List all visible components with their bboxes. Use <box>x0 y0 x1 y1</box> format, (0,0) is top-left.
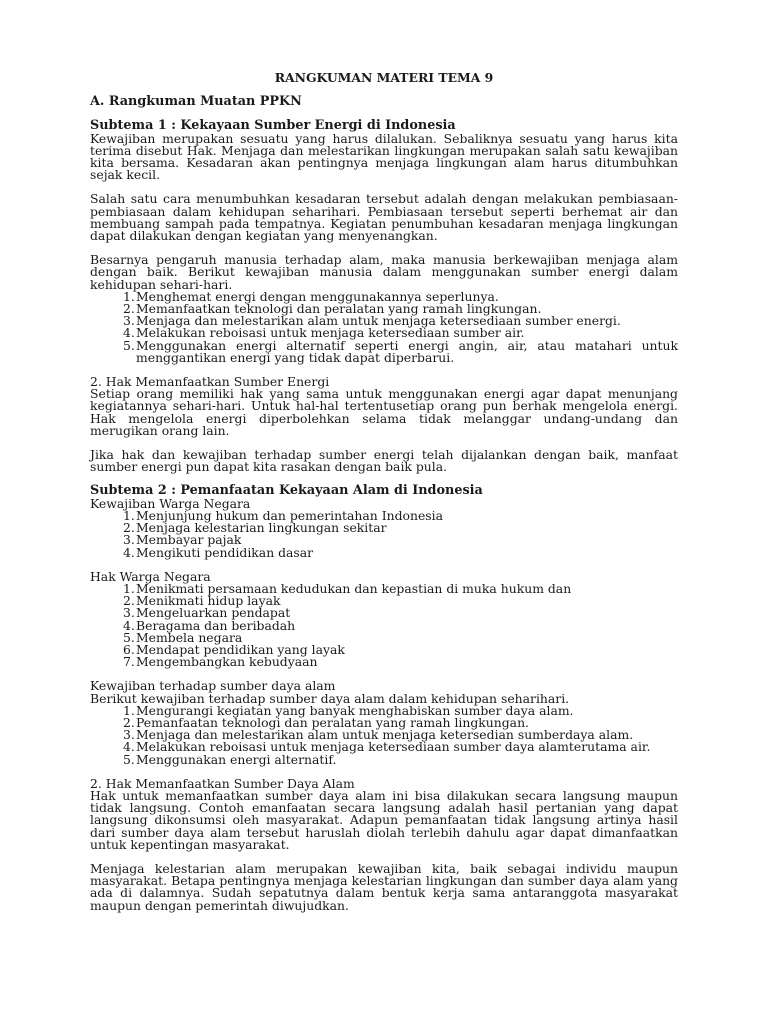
list-item-text: Menjunjung hukum dan pemerintahan Indonesia <box>136 507 444 523</box>
list-item <box>123 544 678 560</box>
list-item <box>123 656 678 668</box>
natural-resource-duties-label: Kewajiban terhadap sumber daya alam <box>90 678 336 694</box>
citizen-duties-list <box>90 507 678 560</box>
document-title: RANGKUMAN MATERI TEMA 9 <box>274 70 494 85</box>
list-item-text: Membela negara <box>136 629 243 645</box>
list-item <box>123 337 678 365</box>
citizen-rights-label: Hak Warga Negara <box>90 568 211 584</box>
list-number: 1. <box>123 580 135 596</box>
list-number: 3. <box>123 532 135 548</box>
list-item-text: Melakukan reboisasi untuk menjaga ketersediaan sumber air. <box>136 325 525 341</box>
list-item-text: Menikmati hidup layak <box>136 593 281 609</box>
list-item-text: Mengikuti pendidikan dasar <box>136 544 314 560</box>
list-item-text: Pemanfaatan teknologi dan peralatan yang ramah lingkungan. <box>136 714 529 730</box>
list-number: 3. <box>123 313 135 329</box>
subtema-1-heading: Subtema 1 : Kekayaan Sumber Energi di Indonesia <box>90 118 456 134</box>
citizen-rights-list <box>90 580 678 670</box>
list-number: 5. <box>123 751 135 767</box>
paragraph: Besarnya pengaruh manusia terhadap alam, maka manusia berkewajiban menjaga alam dengan baik. Berikut kewajiban manusia dalam menggunakan sumber energi dalam kehidupan sehari-hari. <box>90 252 678 292</box>
section-a-heading: A. Rangkuman Muatan PPKN <box>90 94 302 110</box>
natural-resource-duties-list <box>90 702 678 767</box>
list-item-text: Menggunakan energi alternatif seperti energi angin, air, atau matahari untuk menggantikan energi yang tidak dapat diperbarui. <box>136 337 678 365</box>
list-number: 7. <box>123 654 135 670</box>
list-item-text: Menjaga kelestarian lingkungan sekitar <box>136 520 387 536</box>
energy-duties-list <box>90 288 678 365</box>
list-item-text: Memanfaatkan teknologi dan peralatan yang ramah lingkungan. <box>136 301 542 317</box>
subtema-2-heading: Subtema 2 : Pemanfaatan Kekayaan Alam di Indonesia <box>90 483 483 499</box>
list-number: 1. <box>123 702 135 718</box>
list-item-text: Menghemat energi dengan menggunakannya seperlunya. <box>136 288 499 304</box>
list-number: 3. <box>123 727 135 743</box>
list-number: 1. <box>123 507 135 523</box>
list-number: 6. <box>123 641 135 657</box>
list-item-text: Beragama dan beribadah <box>136 617 296 633</box>
paragraph: Kewajiban merupakan sesuatu yang harus dilalukan. Sebaliknya sesuatu yang harus kita terima disebut Hak. Menjaga dan melestarikan lingkungan merupakan salah satu kewajiban kita bersama. Kesadaran akan pentingnya menjaga lingkungan alam harus ditumbuhkan sejak kecil. <box>90 130 678 183</box>
paragraph: Menjaga kelestarian alam merupakan kewajiban kita, baik sebagai individu maupun masyarakat. Betapa pentingnya menjaga kelestarian lingkungan dan sumber daya alam yang ada di dalamnya. Sudah sepatutnya dalam bentuk kerja sama antaranggota masyarakat maupun dengan pemerintah diwujudkan. <box>90 860 678 913</box>
list-item-text: Melakukan reboisasi untuk menjaga ketersediaan sumber daya alamterutama air. <box>136 739 651 755</box>
list-item-text: Mendapat pendidikan yang layak <box>136 641 345 657</box>
paragraph: Hak untuk memanfaatkan sumber daya alam ini bisa dilakukan secara langsung maupun tidak langsung. Contoh emanfaatan secara langsung adalah hasil pertanian yang dapat langsung dikonsumsi oleh masyarakat. Adapun pemanfaatan tidak langsung artinya hasil dari sumber daya alam tersebut haruslah diolah terlebih dahulu agar dapat dimanfaatkan untuk kepentingan masyarakat. <box>90 787 678 852</box>
list-item-text: Menggunakan energi alternatif. <box>136 751 337 767</box>
list-item-text: Mengeluarkan pendapat <box>136 605 291 621</box>
list-item-text: Mengurangi kegiatan yang banyak menghabiskan sumber daya alam. <box>136 702 574 718</box>
paragraph: Jika hak dan kewajiban terhadap sumber energi telah dijalankan dengan baik, manfaat sumber energi pun dapat kita rasakan dengan baik pula. <box>90 447 678 475</box>
citizen-duties-label: Kewajiban Warga Negara <box>90 495 251 511</box>
natural-resource-rights-heading: 2. Hak Memanfaatkan Sumber Daya Alam <box>90 775 355 791</box>
list-number: 2. <box>123 301 135 317</box>
list-item-text: Menjaga dan melestarikan alam untuk menjaga ketersediaan sumber energi. <box>136 313 621 329</box>
paragraph: Setiap orang memiliki hak yang sama untuk menggunakan energi agar dapat menunjang kegiatannya sehari-hari. Untuk hal-hal tertentusetiap orang pun berhak mengelola energi. Hak mengelola energi diperbolehkan selama tidak melanggar undang-undang dan merugikan orang lain. <box>90 386 678 438</box>
list-number: 3. <box>123 605 135 621</box>
paragraph: Salah satu cara menumbuhkan kesadaran tersebut adalah dengan melakukan pembiasaan-pembiasaan dalam kehidupan seharihari. Pembiasaan tersebut seperti berhemat air dan membuang sampah pada tempatnya. Kegiatan penumbuhan kesadaran menjaga lingkungan dapat dilakukan dengan kegiatan yang menyenangkan. <box>90 191 678 244</box>
list-item-text: Membayar pajak <box>136 532 242 548</box>
list-item-text: Mengembangkan kebudyaan <box>136 654 318 670</box>
list-number: 4. <box>123 544 135 560</box>
list-item <box>123 751 678 767</box>
energy-rights-heading: 2. Hak Memanfaatkan Sumber Energi <box>90 374 330 390</box>
list-number: 2. <box>123 714 135 730</box>
list-number: 4. <box>123 739 135 755</box>
list-number: 5. <box>123 337 135 353</box>
list-item-text: Menjaga dan melestarikan alam untuk menjaga ketersedian sumberdaya alam. <box>136 727 634 743</box>
paragraph: Berikut kewajiban terhadap sumber daya alam dalam kehidupan seharihari. <box>90 690 570 706</box>
list-number: 4. <box>123 617 135 633</box>
list-item-text: Menikmati persamaan kedudukan dan kepastian di muka hukum dan <box>136 580 572 596</box>
list-number: 2. <box>123 520 135 536</box>
list-number: 1. <box>123 288 135 304</box>
list-number: 2. <box>123 593 135 609</box>
list-number: 4. <box>123 325 135 341</box>
list-number: 5. <box>123 629 135 645</box>
